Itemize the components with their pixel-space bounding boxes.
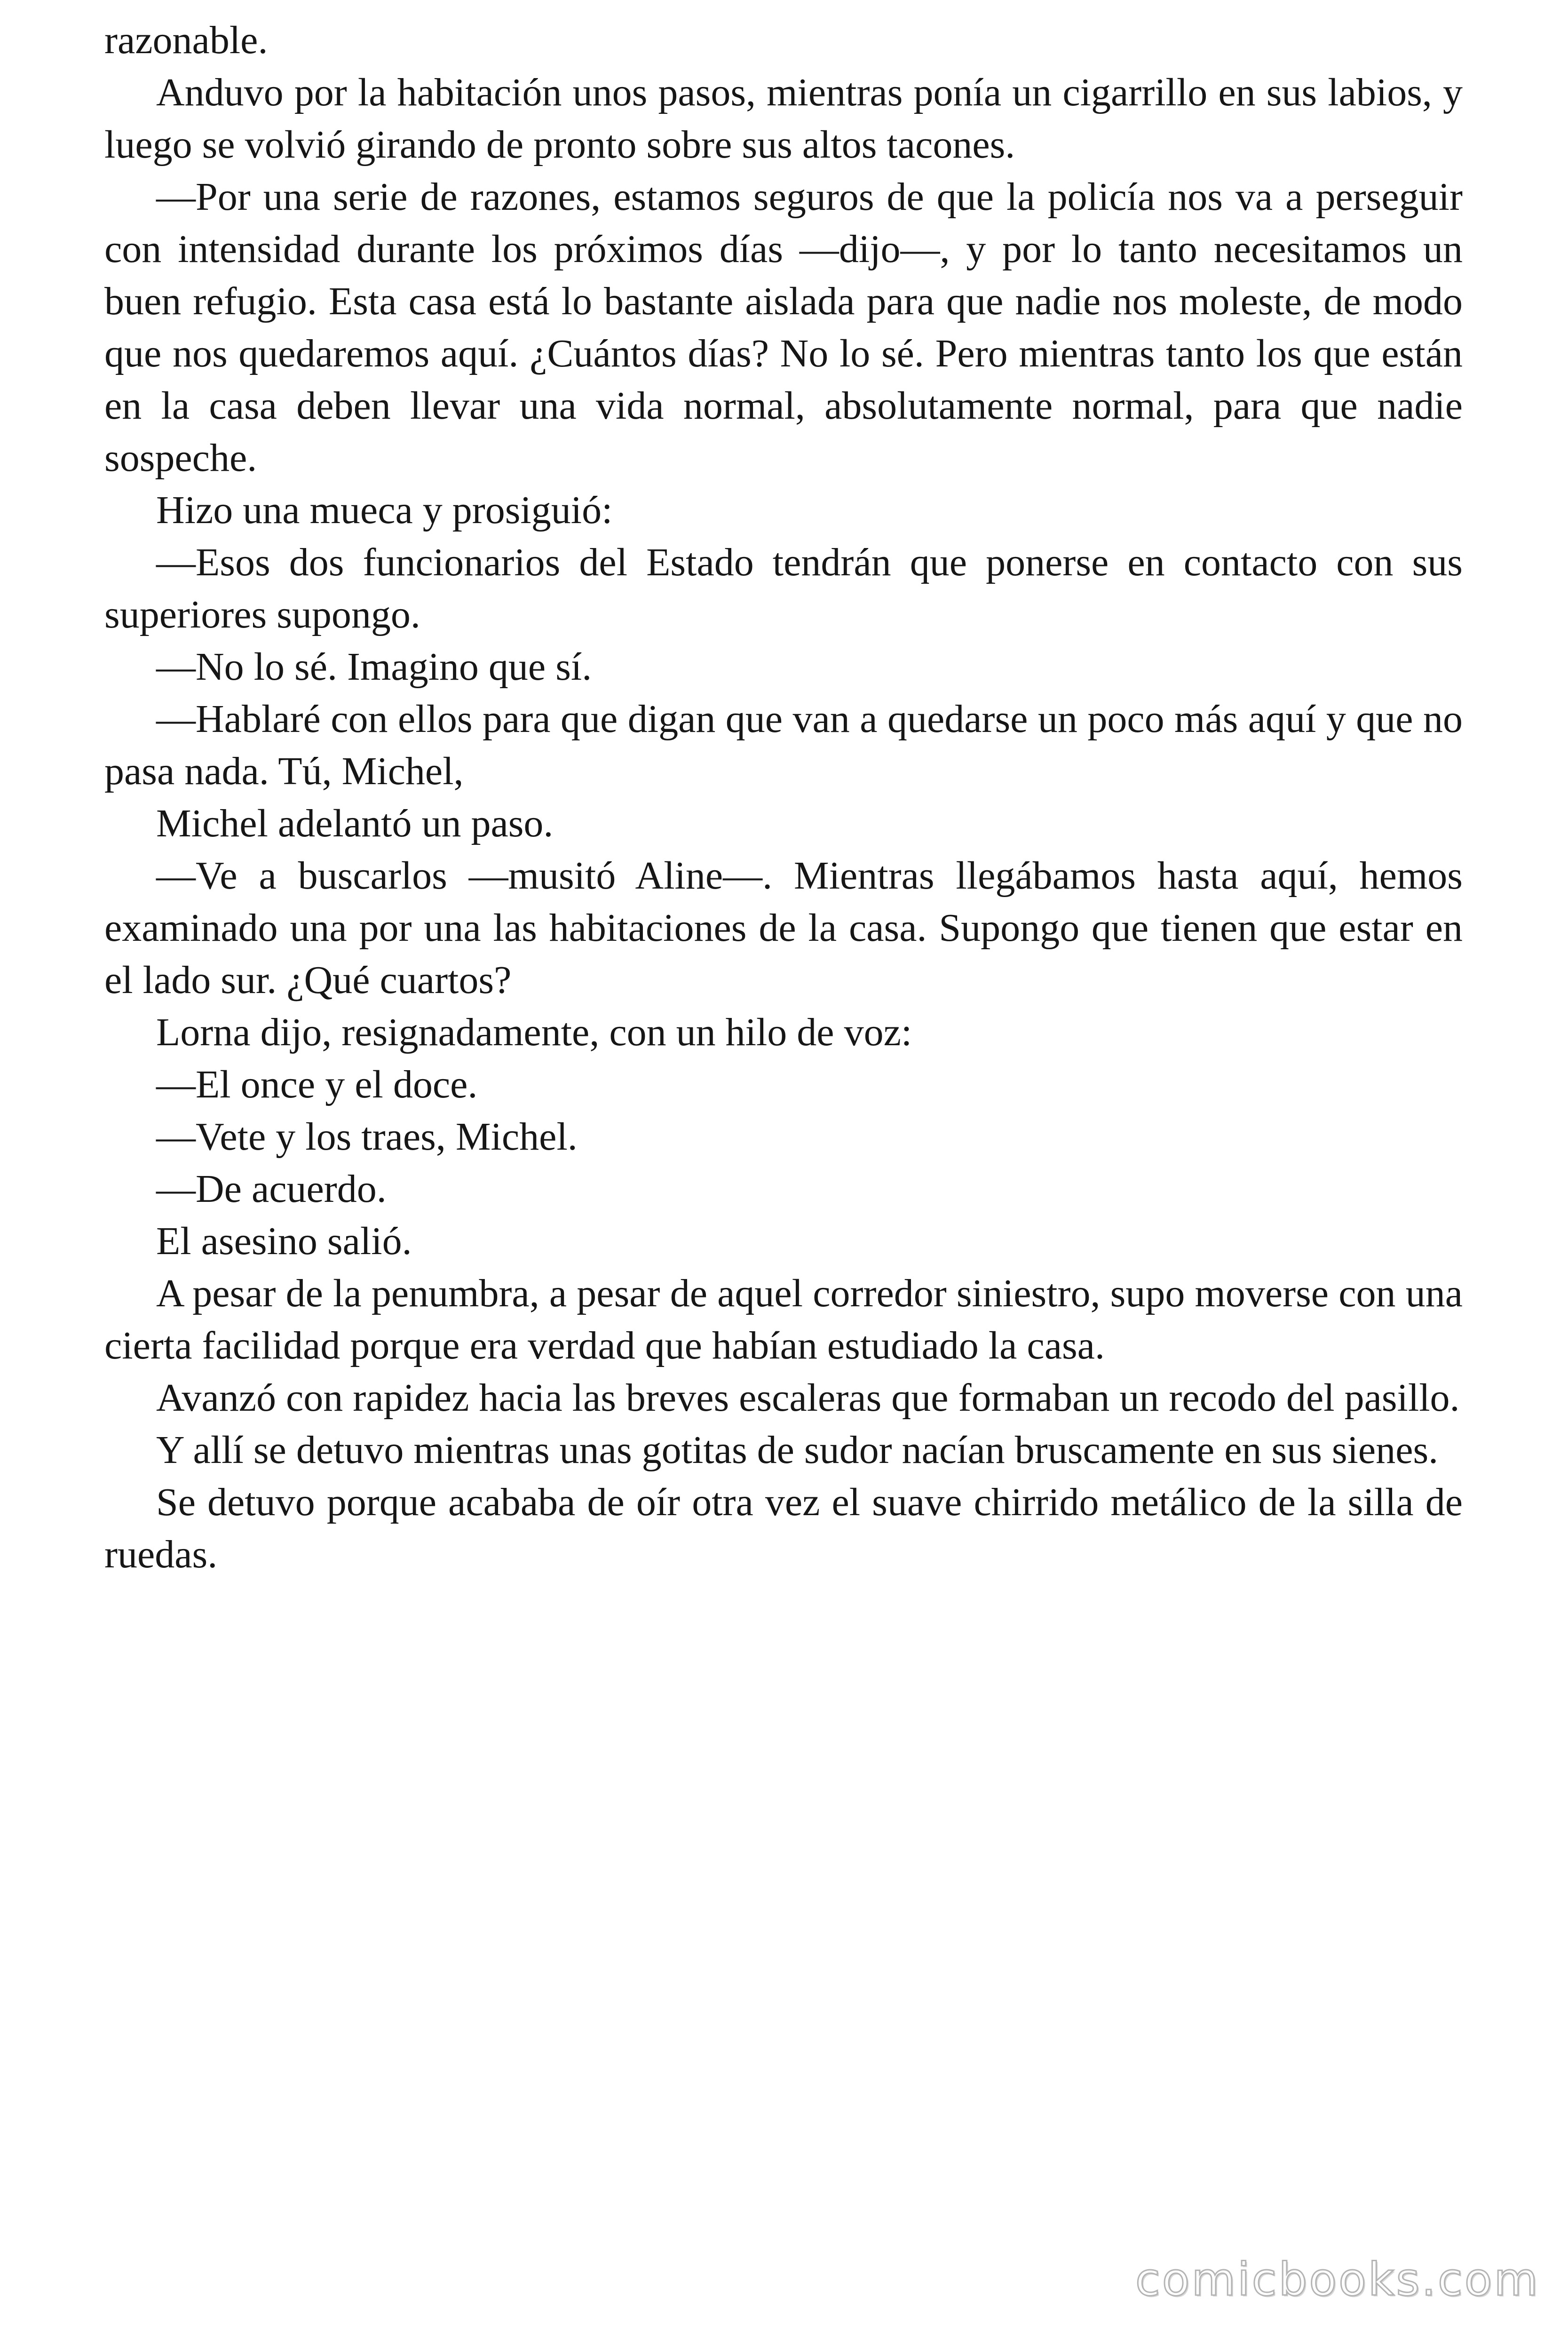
paragraph: Lorna dijo, resignadamente, con un hilo de voz: xyxy=(156,1010,912,1054)
paragraph: —Hablaré con ellos para que digan que van a quedarse un poco más aquí y que no pasa nada. Tú, Michel, xyxy=(104,697,1463,793)
paragraph: A pesar de la penumbra, a pesar de aquel corredor siniestro, supo moverse con una cierta facilidad porque era verdad que habían estudiado la casa. xyxy=(104,1271,1463,1367)
paragraph: —El once y el doce. xyxy=(156,1063,478,1106)
watermark: comicbooks.com xyxy=(1135,2253,1540,2306)
paragraph: Y allí se detuvo mientras unas gotitas de sudor nacían bruscamente en sus sienes. xyxy=(156,1428,1439,1472)
paragraph: Se detuvo porque acababa de oír otra vez el suave chirrido metálico de la silla de ruedas. xyxy=(104,1480,1463,1576)
paragraph: —De acuerdo. xyxy=(156,1167,387,1211)
paragraph: —Ve a buscarlos —musitó Aline—. Mientras llegábamos hasta aquí, hemos examinado una por una las habitaciones de la casa. Supongo que tienen que estar en el lado sur. ¿Qué cuartos? xyxy=(104,854,1463,1002)
paragraph: El asesino salió. xyxy=(156,1219,412,1263)
paragraph: Michel adelantó un paso. xyxy=(156,802,554,845)
paragraph: —Vete y los traes, Michel. xyxy=(156,1115,578,1159)
paragraph: —Por una serie de razones, estamos seguros de que la policía nos va a perseguir con intensidad durante los próximos días —dijo—, y por lo tanto necesitamos un buen refugio. Esta casa está lo bastante aislada para que nadie nos moleste, de modo que nos quedaremos aquí. ¿Cuántos días? No lo sé. Pero mientras tanto los que están en la casa deben llevar una vida normal, absolutamente normal, para que nadie sospeche. xyxy=(104,175,1463,480)
paragraph: Hizo una mueca y prosiguió: xyxy=(156,488,613,532)
paragraph: Anduvo por la habitación unos pasos, mientras ponía un cigarrillo en sus labios, y luego se volvió girando de pronto sobre sus altos tacones. xyxy=(104,71,1463,167)
paragraph-continuation: razonable. xyxy=(104,18,268,62)
paragraph: Avanzó con rapidez hacia las breves escaleras que formaban un recodo del pasillo. xyxy=(156,1376,1460,1420)
paragraph: —Esos dos funcionarios del Estado tendrán que ponerse en contacto con sus superiores supongo. xyxy=(104,540,1463,636)
paragraph: —No lo sé. Imagino que sí. xyxy=(156,645,592,689)
page-text xyxy=(104,14,1463,1581)
